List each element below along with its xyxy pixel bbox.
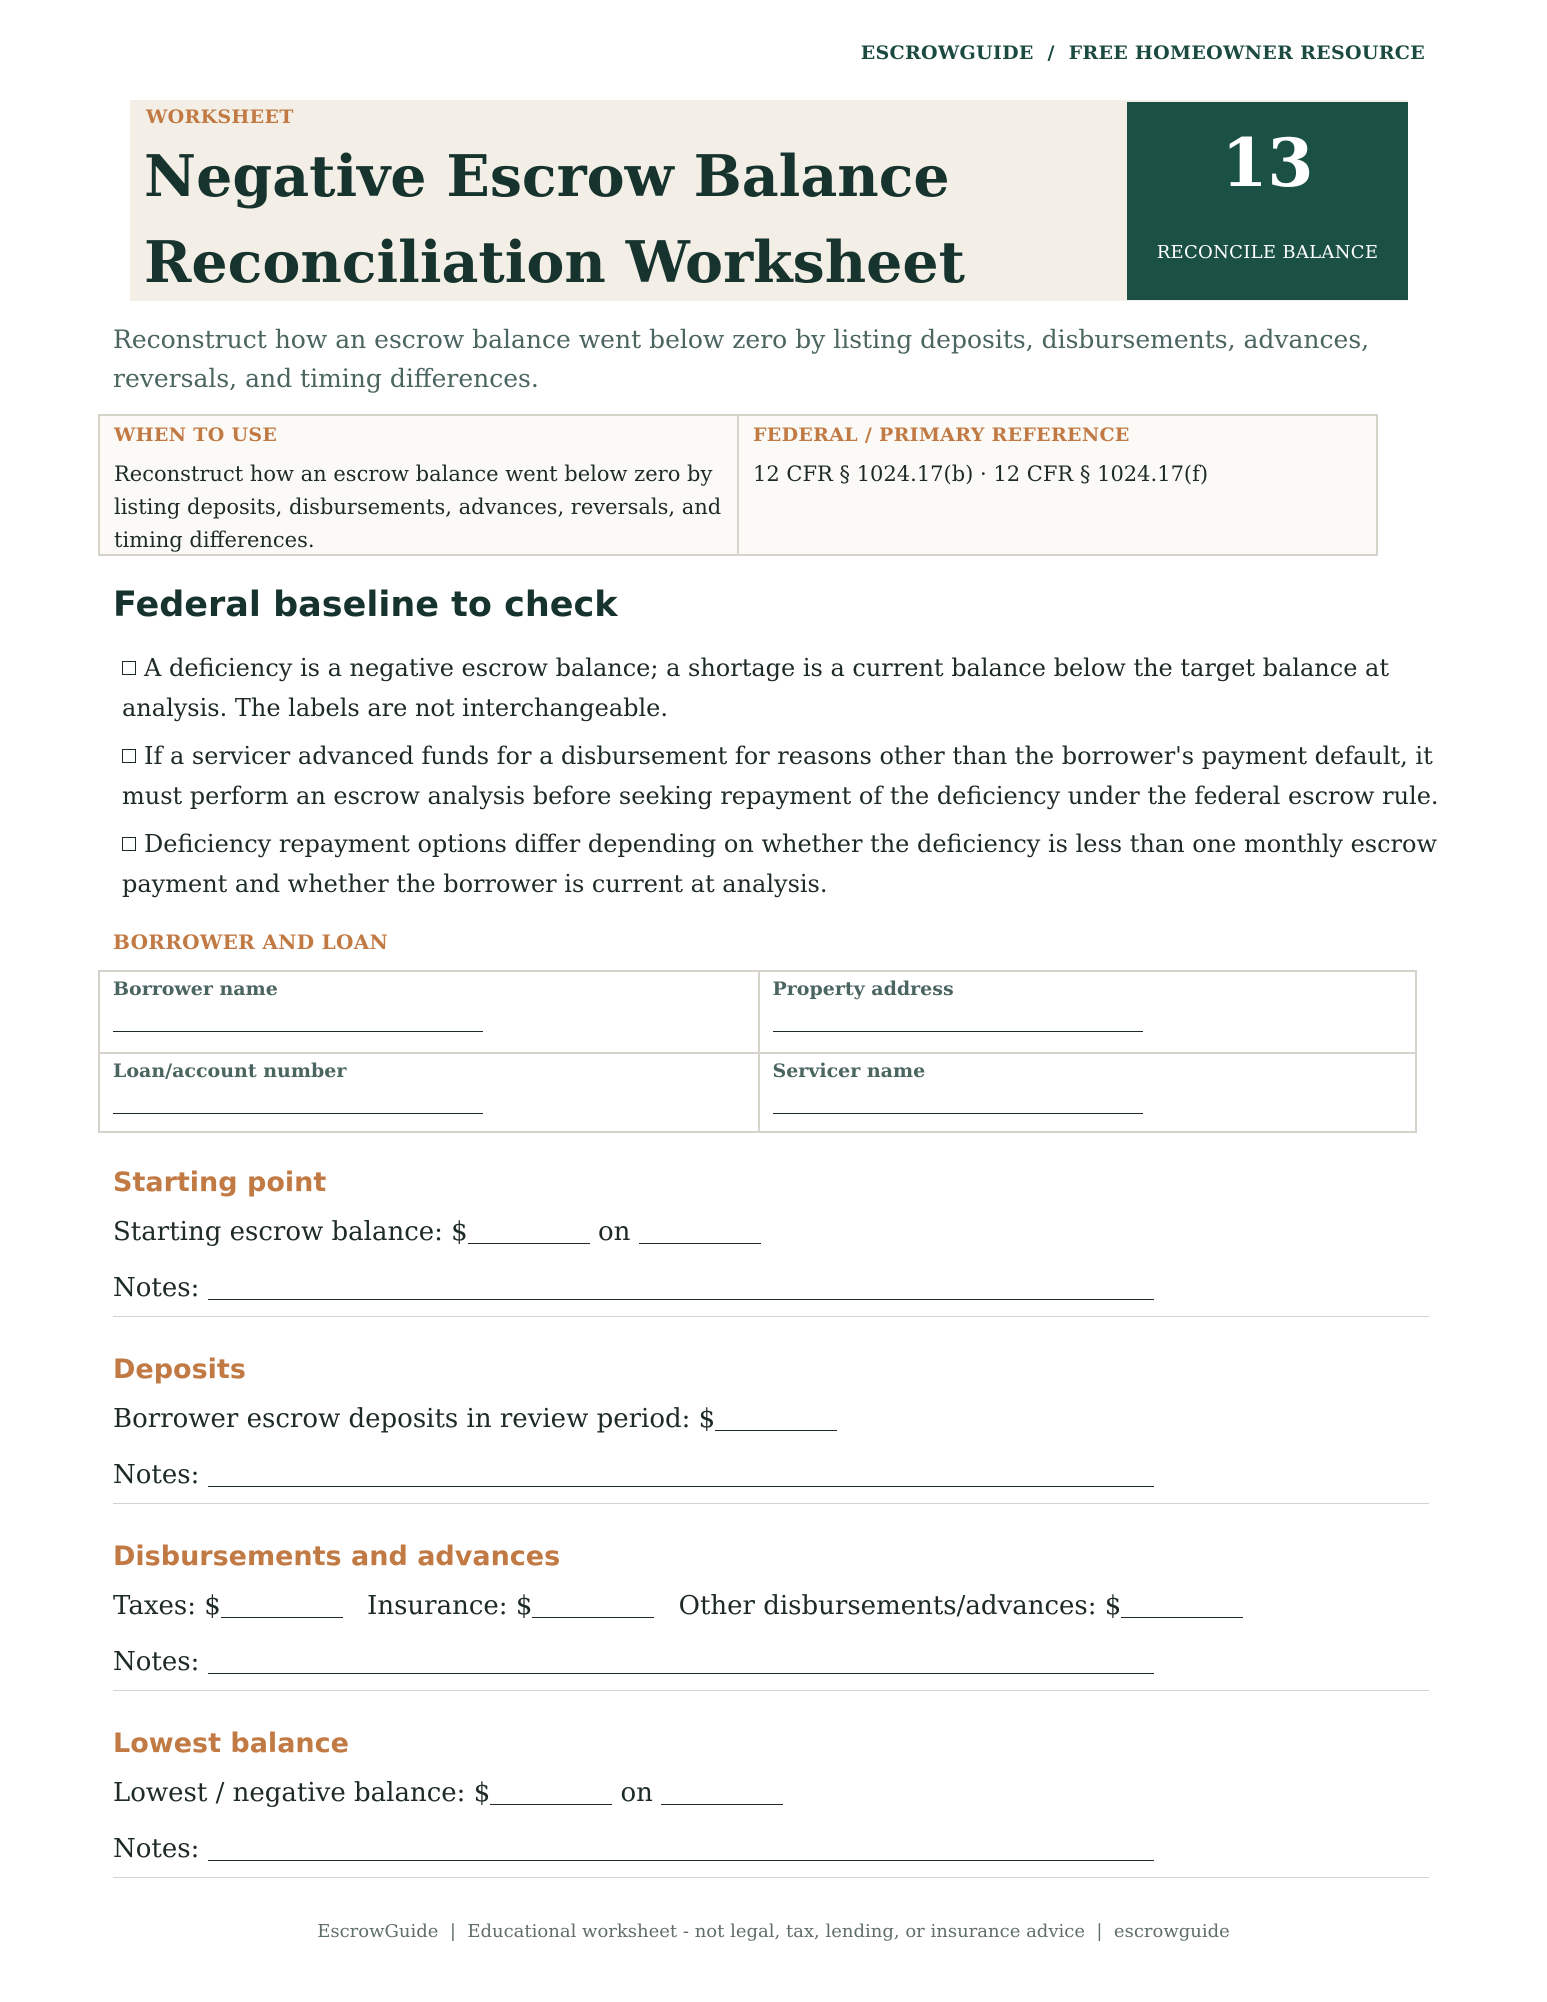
deposits-section: [113, 1347, 1429, 1504]
notes-label: Notes:: [113, 1834, 200, 1864]
reference-panel: [737, 416, 1376, 554]
section-title: Starting point: [113, 1167, 327, 1198]
taxes-field[interactable]: [221, 1589, 343, 1618]
deposits-field[interactable]: [715, 1402, 837, 1431]
when-to-use-heading: WHEN TO USE: [114, 424, 278, 446]
notes-field[interactable]: [208, 1271, 1154, 1300]
page-title: Negative Escrow Balance Reconciliation Worksheet: [144, 143, 965, 296]
worksheet-description: Reconstruct how an escrow balance went below zero by listing deposits, disbursements, advances, reversals, and timing differences.: [113, 325, 1370, 393]
notes-line: [113, 1268, 1429, 1316]
checklist-item: [122, 648, 1442, 728]
notes-line: [113, 1829, 1429, 1877]
loan-number-field[interactable]: [113, 1113, 483, 1114]
disbursements-section: [113, 1534, 1429, 1691]
notes-field[interactable]: [208, 1458, 1154, 1487]
section-title: Lowest balance: [113, 1728, 349, 1759]
servicer-name-field[interactable]: [773, 1113, 1143, 1114]
other-disbursements-field[interactable]: [1121, 1589, 1243, 1618]
checkbox[interactable]: [122, 749, 136, 763]
field-label: Insurance: $: [367, 1591, 533, 1621]
checklist-item: [122, 824, 1442, 904]
deposits-line: [113, 1399, 1429, 1447]
borrower-name-field[interactable]: [113, 1031, 483, 1032]
field-label: on: [620, 1778, 653, 1808]
field-label: Lowest / negative balance: $: [113, 1778, 491, 1808]
page-footer: EscrowGuide | Educational worksheet - not legal, tax, lending, or insurance advice | escrowguide: [317, 1921, 1230, 1942]
field-label: Servicer name: [772, 1059, 926, 1082]
starting-balance-field[interactable]: [468, 1215, 590, 1244]
worksheet-header: [130, 100, 1408, 301]
lowest-balance-section: [113, 1721, 1429, 1878]
checklist-item-text: A deficiency is a negative escrow balance; a shortage is a current balance below the target balance at analysis. The labels are not interchangeable.: [122, 654, 1389, 722]
field-label: Borrower escrow deposits in review period: $: [113, 1404, 716, 1434]
checkbox[interactable]: [122, 661, 136, 675]
lowest-date-field[interactable]: [661, 1776, 783, 1805]
checklist-item-text: Deficiency repayment options differ depending on whether the deficiency is less than one monthly escrow payment and whether the borrower is current at analysis.: [122, 830, 1438, 898]
field-label: Starting escrow balance: $: [113, 1217, 468, 1247]
worksheet-badge-label: RECONCILE BALANCE: [1156, 242, 1379, 263]
notes-label: Notes:: [113, 1460, 200, 1490]
notes-label: Notes:: [113, 1647, 200, 1677]
notes-label: Notes:: [113, 1273, 200, 1303]
section-title: Disbursements and advances: [113, 1541, 561, 1572]
property-address-field[interactable]: [773, 1031, 1143, 1032]
worksheet-kicker: WORKSHEET: [146, 106, 294, 128]
site-tagline: ESCROWGUIDE / FREE HOMEOWNER RESOURCE: [860, 42, 1425, 64]
notes-field[interactable]: [208, 1645, 1154, 1674]
notes-field[interactable]: [208, 1832, 1154, 1861]
field-label: Property address: [772, 978, 954, 1000]
when-to-use-text: Reconstruct how an escrow balance went below zero by listing deposits, disbursements, advances, reversals, and timing differences.: [114, 462, 722, 552]
disbursements-line: [113, 1586, 1429, 1634]
insurance-field[interactable]: [532, 1589, 654, 1618]
reference-heading: FEDERAL / PRIMARY REFERENCE: [753, 424, 1130, 446]
borrower-section-heading: BORROWER AND LOAN: [113, 930, 389, 954]
loan-number-cell: [100, 1052, 758, 1132]
reference-text: 12 CFR § 1024.17(b) · 12 CFR § 1024.17(f): [753, 462, 1209, 486]
starting-balance-line: [113, 1212, 1429, 1260]
field-label: Taxes: $: [113, 1591, 221, 1621]
field-label: Borrower name: [113, 978, 278, 1000]
baseline-checklist: [122, 648, 1442, 912]
field-label: Other disbursements/advances: $: [678, 1591, 1122, 1621]
baseline-heading: Federal baseline to check: [113, 585, 618, 625]
starting-date-field[interactable]: [639, 1215, 761, 1244]
notes-line: [113, 1455, 1429, 1503]
servicer-name-cell: [758, 1052, 1416, 1132]
when-to-use-panel: [100, 416, 737, 554]
field-label: Loan/account number: [113, 1059, 347, 1082]
borrower-form: [98, 970, 1417, 1133]
lowest-balance-line: [113, 1773, 1429, 1821]
starting-point-section: [113, 1160, 1429, 1317]
checklist-item: [122, 736, 1442, 816]
lowest-balance-field[interactable]: [490, 1776, 612, 1805]
borrower-name-cell: [100, 972, 758, 1052]
notes-line: [113, 1642, 1429, 1690]
info-box: [98, 414, 1378, 556]
property-address-cell: [758, 972, 1416, 1052]
checkbox[interactable]: [122, 837, 136, 851]
section-title: Deposits: [113, 1354, 246, 1385]
worksheet-number: 13: [1221, 124, 1314, 202]
checklist-item-text: If a servicer advanced funds for a disbursement for reasons other than the borrower's payment default, it must perform an escrow analysis before seeking repayment of the deficiency under the federal escrow rule.: [122, 742, 1439, 810]
field-label: on: [598, 1217, 631, 1247]
worksheet-badge: [1127, 102, 1408, 300]
